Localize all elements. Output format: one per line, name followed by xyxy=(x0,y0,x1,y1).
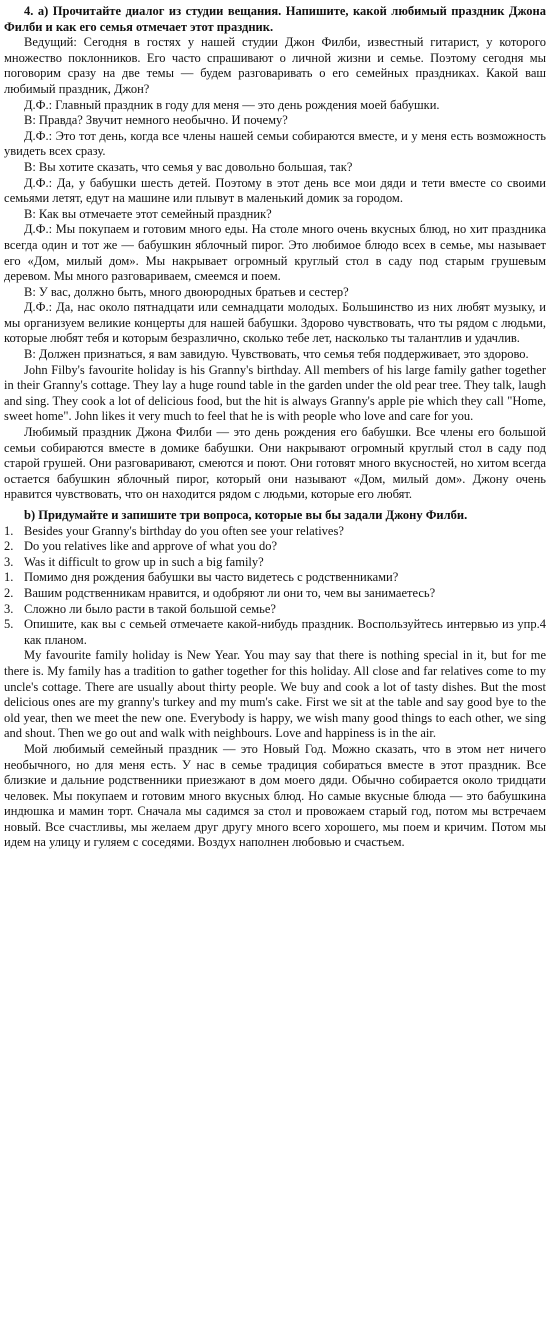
dialogue-line: Ведущий: Сегодня в гостях у нашей студии Джон Филби, известный гитарист, у которого множество поклонников. Его часто спрашивают о личной жизни и семье. Поэтому сегодня мы поговорим сразу на две темы — будем разговаривать о его семейных праздниках. Какой ваш любимый праздник, Джон? xyxy=(4,35,546,96)
item-text: Вашим родственникам нравится, и одобряют ли они то, чем вы занимаетесь? xyxy=(24,585,436,600)
item-number: 3. xyxy=(4,601,14,616)
list-item xyxy=(4,524,546,540)
dialogue-line: Д.Ф.: Да, у бабушки шесть детей. Поэтому в этот день все мои дяди и тети вместе со своими семьями летят, едут на машине или плывут в маленький домик за городом. xyxy=(4,175,546,206)
dialogue-line: В: Как вы отмечаете этот семейный праздник? xyxy=(24,206,272,221)
item-text: Сложно ли было расти в такой большой семье? xyxy=(24,601,276,616)
list-item xyxy=(4,539,546,555)
essay-english: My favourite family holiday is New Year. You may say that there is nothing special in it, but for me there is. My family has a tradition to gather together for this holiday. All close and far relatives come to my uncle's cottage. There are usually about thirty people. We buy and cook a lot of tasty dishes. But the most delicious ones are my granny's turkey and my mum's cake. First we sit at the table and say good bye to the old year, then we meet the new one. Everybody is happy, we wish many good things to each other, we sing and shout. Then we go out and walk with neighbours. Love and happiness is in the air. xyxy=(4,648,546,741)
item-number: 1. xyxy=(4,570,14,585)
item-number: 2. xyxy=(4,539,14,554)
dialogue-line: Д.Ф.: Главный праздник в году для меня — это день рождения моей бабушки. xyxy=(24,97,440,112)
item-text: Besides your Granny's birthday do you often see your relatives? xyxy=(24,523,344,538)
questions-english xyxy=(4,524,546,571)
dialogue-line: Д.Ф.: Это тот день, когда все члены нашей семьи собираются вместе, и у меня есть возможность увидеть всех сразу. xyxy=(4,128,546,159)
list-item xyxy=(4,555,546,571)
item-number: 5. xyxy=(4,617,14,632)
dialogue-line: В: У вас, должно быть, много двоюродных братьев и сестер? xyxy=(24,284,349,299)
essay-russian: Мой любимый семейный праздник — это Новый Год. Можно сказать, что в этом нет ничего необычного, но для меня есть. У нас в семье традиция собираться вместе в этот праздник. Все близкие и дальние родственники приезжают в дом моего дяди. Обычно собирается около тридцати человек. Мы покупаем и готовим много вкусных блюд. Но самые вкусные блюда — это бабушкина индюшка и мамин торт. Сначала мы садимся за стол и провожаем старый год, потом мы встречаем новый. Все счастливы, мы желаем друг другу много всего хорошего, мы поем и кричим. Потом мы идем на улицу и гуляем с соседями. Воздух наполнен любовью и счастьем. xyxy=(4,741,546,850)
answer-english: John Filby's favourite holiday is his Granny's birthday. All members of his large family gather together in their Granny's cottage. They lay a huge round table in the garden under the old pear tree. They talk, laugh and sing. They cook a lot of delicious food, but the hit is always Granny's apple pie which they call "Home, sweet home". John likes it very much to feel that he is with people who love and care for you. xyxy=(4,362,546,424)
dialogue-line: Д.Ф.: Да, нас около пятнадцати или семнадцати молодых. Большинство из них любят музыку, и мы организуем великие концерты для нашей бабушки. Здорово чувствовать, что ты рядом с людьми, которые любят тебя и которым безразлично, сколько тебе лет, насколько ты талантлив и удачлив. xyxy=(4,300,546,346)
dialogue xyxy=(4,35,546,362)
list-item xyxy=(4,570,546,586)
item-number: 3. xyxy=(4,554,14,569)
task-4b-heading: b) Придумайте и запишите три вопроса, которые вы бы задали Джону Филби. xyxy=(24,508,468,522)
questions-russian xyxy=(4,570,546,648)
dialogue-line: Д.Ф.: Мы покупаем и готовим много еды. На столе много очень вкусных блюд, но хит праздника всегда один и тот же — бабушкин яблочный пирог. Это любимое блюдо всех в семье, мы называет его «Дом, милый дом». Мы накрывает огромный круглый стол в саду под старым грушевым деревом. Мы много разговариваем, смеемся и поем. xyxy=(4,222,546,284)
item-text: Опишите, как вы с семьей отмечаете какой-нибудь праздник. Воспользуйтесь интервью из упр.4 как планом. xyxy=(24,617,546,647)
item-number: 1. xyxy=(4,523,14,538)
dialogue-line: В: Вы хотите сказать, что семья у вас довольно большая, так? xyxy=(24,159,353,174)
item-text: Was it difficult to grow up in such a big family? xyxy=(24,554,264,569)
task-5-item xyxy=(4,617,546,648)
item-number: 2. xyxy=(4,585,14,600)
item-text: Помимо дня рождения бабушки вы часто видетесь с родственниками? xyxy=(24,570,399,585)
list-item xyxy=(4,602,546,618)
item-text: Do you relatives like and approve of what you do? xyxy=(24,539,278,554)
task-4a-heading: 4. а) Прочитайте диалог из студии вещания. Напишите, какой любимый праздник Джона Филби и как его семья отмечает этот праздник. xyxy=(4,4,546,34)
dialogue-line: В: Должен признаться, я вам завидую. Чувствовать, что семья тебя поддерживает, это здорово. xyxy=(24,347,529,362)
answer-russian: Любимый праздник Джона Филби — это день рождения его бабушки. Все члены его большой семьи собираются вместе в домике бабушки. Они накрывают огромный круглый стол в саду под старой грушей. Они разговаривают, смеются и поют. Они готовят много вкусностей, но хитом всегда остается бабушкин яблочный пирог, который они называют «Дом, милый дом». Джону очень нравится чувствовать, что он находится рядом с людьми, которые его любят. xyxy=(4,425,546,502)
dialogue-line: В: Правда? Звучит немного необычно. И почему? xyxy=(24,113,288,128)
list-item xyxy=(4,586,546,602)
